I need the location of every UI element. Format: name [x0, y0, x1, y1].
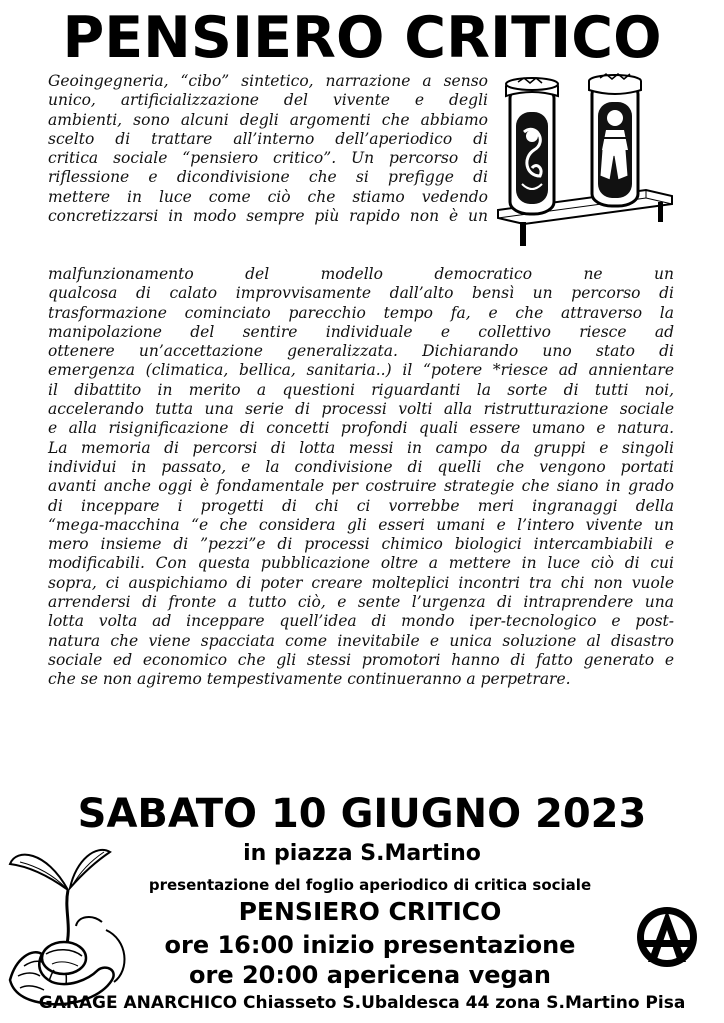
text-line: Geoingegneria, “cibo” sintetico, narrazione a senso: [48, 72, 488, 90]
text-line: trasformazione cominciato parecchio tempo fa, e che attraverso la: [48, 303, 674, 322]
text-line: critica sociale “pensiero critico”. Un percorso di: [48, 149, 488, 168]
text-line: avanti anche oggi è fondamentale per costruire strategie che siano in grado: [48, 477, 674, 496]
venue-address: GARAGE ANARCHICO Chiasseto S.Ubaldesca 44 zona S.Martino Pisa: [38, 993, 686, 1013]
event-subtitle: presentazione del foglio aperiodico di critica sociale: [148, 876, 592, 894]
text-line: emergenza (climatica, bellica, sanitaria..) il “potere *riesce ad annientare: [48, 361, 674, 380]
text-line: di inceppare i progetti di chi ci vorrebbe meri ingranaggi della: [48, 496, 674, 515]
text-line: La memoria di percorsi di lotta messi in campo da gruppi e singoli: [48, 438, 674, 457]
text-line: sociale ed economico che gli stessi promotori hanno di fatto generato e: [48, 650, 674, 669]
text-line: il dibattito in merito a questioni riguardanti la sorte di tutti noi,: [48, 380, 674, 399]
text-line: ottenere un’accettazione generalizzata. Dichiarando uno stato di: [48, 342, 674, 361]
main-text: [48, 265, 674, 690]
text-line: sopra, ci auspichiamo di poter creare molteplici incontri tra chi non vuole: [48, 573, 674, 592]
text-line: natura che viene spacciata come inevitabile e unica soluzione al disastro: [48, 631, 674, 650]
event-date: SABATO 10 GIUGNO 2023: [77, 791, 647, 837]
event-publication-name: PENSIERO CRITICO: [238, 897, 502, 926]
text-line: malfunzionamento del modello democratico ne un: [48, 265, 674, 283]
text-line: ambienti, sono alcuni degli argomenti che abbiamo: [48, 110, 488, 129]
poster-title: PENSIERO CRITICO: [62, 5, 662, 71]
event-place: in piazza S.Martino: [243, 841, 481, 866]
text-line: mero insieme di ”pezzi”e di processi chimico biologici intercambiabili e: [48, 535, 674, 554]
text-line: che se non agiremo tempestivamente continueranno a perpetrare.: [48, 670, 571, 689]
text-line: arrendersi di fronte a tutto ciò, e sente l’urgenza di intraprendere una: [48, 593, 674, 612]
text-line: concretizzarsi in modo sempre più rapido non è un: [48, 207, 488, 226]
text-line: mettere in luce come ciò che stiamo vedendo: [48, 187, 488, 206]
text-line: lotta volta ad inceppare quell’idea di mondo iper-tecnologico e post-: [48, 612, 674, 631]
text-line: accelerando tutta una serie di processi volti alla ristrutturazione sociale: [48, 400, 674, 419]
text-line: scelto di trattare all’interno dell’aperiodico di: [48, 129, 488, 148]
text-line: modificabili. Con questa pubblicazione oltre a mettere in luce ciò di cui: [48, 554, 674, 573]
text-line: riflessione e dicondivisione che si prefigge di: [48, 168, 488, 187]
text-line: manipolazione del sentire individuale e collettivo riesce ad: [48, 322, 674, 341]
test-tubes-with-figures-icon: [496, 72, 674, 250]
text-line: e alla risignificazione di concetti profondi quali essere umano e natura.: [48, 419, 674, 438]
intro-text: [48, 72, 488, 226]
text-line: unico, artificializzazione del vivente e degli: [48, 91, 488, 110]
text-line: individui in passato, e la condivisione di quelli che vengono portati: [48, 457, 674, 476]
event-time-presentation: ore 16:00 inizio presentazione: [164, 931, 576, 959]
text-line: “mega-macchina “e che considera gli esseri umani e l’intero vivente un: [48, 515, 674, 534]
text-line: qualcosa di calato improvvisamente dall’alto bensì un percorso di: [48, 284, 674, 303]
event-time-dinner: ore 20:00 apericena vegan: [189, 961, 551, 989]
anarchy-a-icon: [634, 904, 700, 970]
